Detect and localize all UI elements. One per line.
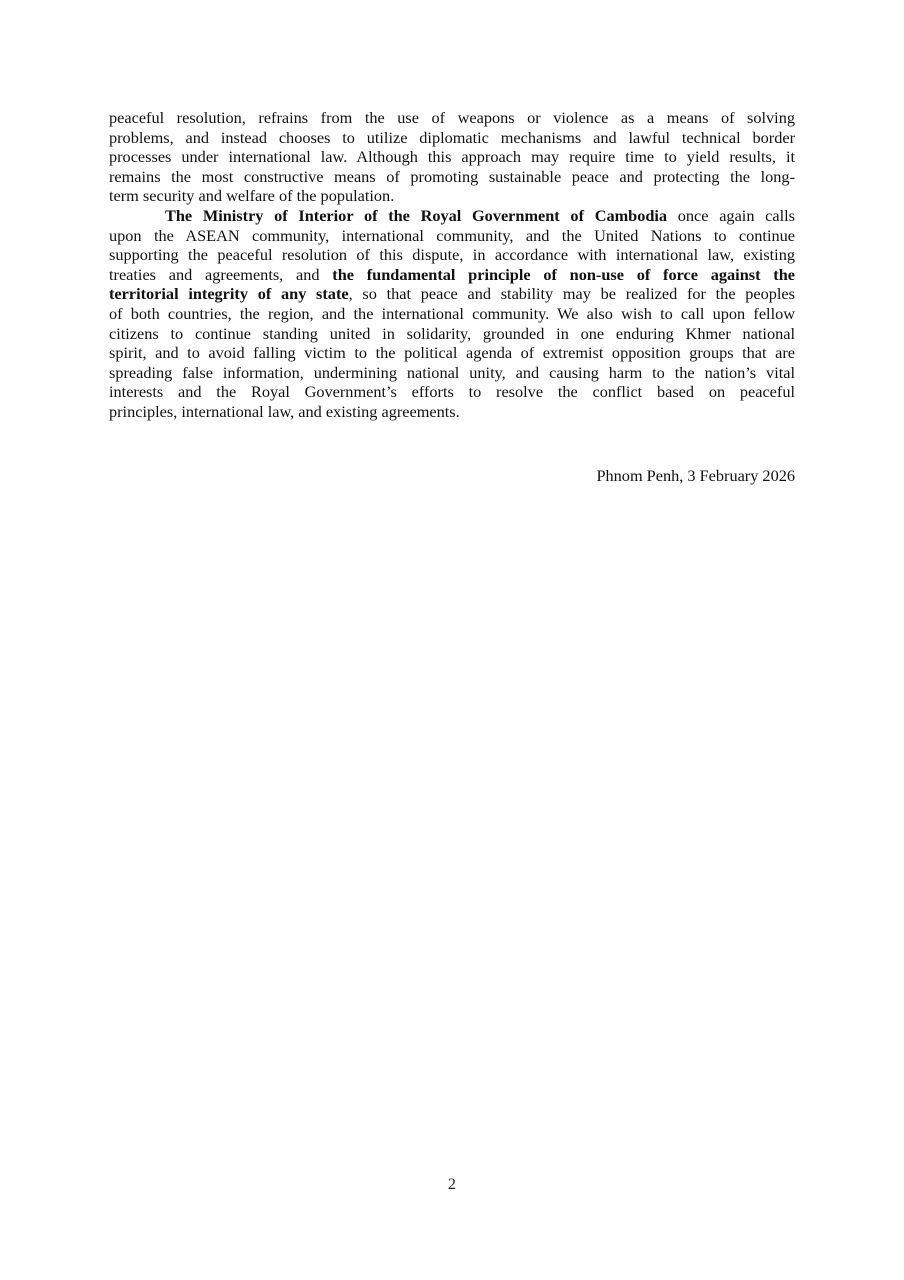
place-date: Phnom Penh, 3 February 2026 — [596, 466, 795, 485]
text-line — [109, 284, 795, 304]
bold-phrase-principle: the fundamental principle of non-use of force against the — [332, 264, 795, 284]
text-span: once again calls — [667, 205, 795, 225]
text-line: spreading false information, undermining national unity, and causing harm to the nation’s vital — [109, 362, 795, 382]
paragraph-2 — [109, 206, 795, 422]
text-line: supporting the peaceful resolution of this dispute, in accordance with international law, existing — [109, 245, 795, 265]
text-line: spirit, and to avoid falling victim to the political agenda of extremist opposition groups that are — [109, 343, 795, 363]
text-line — [109, 265, 795, 285]
text-line: interests and the Royal Government’s efforts to resolve the conflict based on peaceful — [109, 382, 795, 402]
paragraph-1 — [109, 108, 795, 206]
text-line: remains the most constructive means of promoting sustainable peace and protecting the long- — [109, 166, 795, 186]
text-line: term security and welfare of the population. — [109, 186, 395, 206]
bold-phrase-ministry: The Ministry of Interior of the Royal Government of Cambodia — [165, 205, 668, 225]
text-line: of both countries, the region, and the international community. We also wish to call upon fellow — [109, 303, 795, 323]
text-line: citizens to continue standing united in solidarity, grounded in one enduring Khmer national — [109, 323, 795, 343]
text-line: upon the ASEAN community, international community, and the United Nations to continue — [109, 225, 795, 245]
text-line: processes under international law. Although this approach may require time to yield results, it — [109, 147, 795, 167]
text-line: principles, international law, and existing agreements. — [109, 401, 460, 421]
document-body — [109, 108, 795, 422]
bold-phrase-integrity: territorial integrity of any state — [109, 284, 349, 304]
page-number: 2 — [447, 1174, 457, 1193]
text-span: , so that peace and stability may be realized for the peoples — [348, 284, 795, 304]
text-line: peaceful resolution, refrains from the use of weapons or violence as a means of solving — [109, 108, 795, 127]
text-line — [109, 206, 795, 226]
text-span: treaties and agreements, and — [109, 264, 333, 284]
text-line: problems, and instead chooses to utilize diplomatic mechanisms and lawful technical border — [109, 127, 795, 147]
